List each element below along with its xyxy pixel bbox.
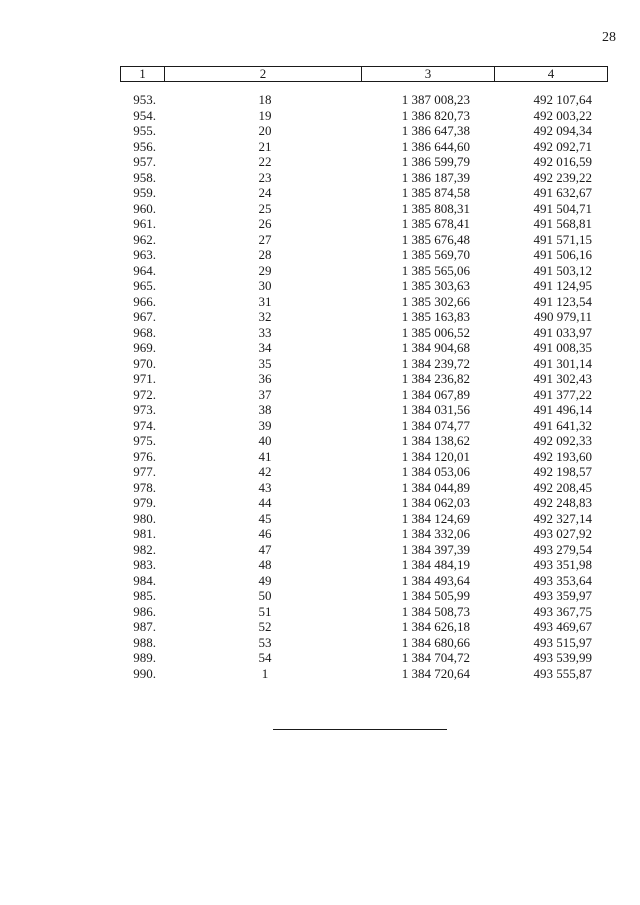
y-coordinate-cell: 491 568,81	[533, 216, 592, 231]
point-number-cell: 49	[258, 572, 272, 588]
point-number-cell: 23	[258, 169, 272, 185]
x-coordinate-cell: 1 384 067,89	[401, 386, 470, 402]
y-coordinate-cell: 493 539,99	[533, 650, 592, 665]
y-coordinate-cell: 493 279,54	[533, 541, 592, 557]
y-coordinate-cell: 492 208,45	[533, 479, 592, 495]
row-number-cell: 989.	[133, 650, 156, 665]
row-number-cell: 957.	[133, 154, 156, 169]
table-row	[0, 185, 640, 201]
point-number-cell: 43	[258, 479, 272, 495]
point-number-cell: 18	[258, 92, 272, 107]
y-coordinate-cell: 491 571,15	[533, 231, 592, 247]
row-number-cell: 970.	[133, 355, 156, 371]
y-coordinate-cell: 492 092,71	[533, 138, 592, 154]
table-row	[0, 170, 640, 186]
table-row	[0, 356, 640, 372]
x-coordinate-cell: 1 384 397,39	[401, 541, 470, 557]
x-coordinate-cell: 1 385 678,41	[401, 216, 470, 231]
point-number-cell: 52	[258, 619, 272, 634]
point-number-cell: 21	[258, 138, 272, 154]
x-coordinate-cell: 1 384 505,99	[401, 588, 470, 603]
table-row	[0, 216, 640, 232]
y-coordinate-cell: 493 351,98	[533, 557, 592, 572]
x-coordinate-cell: 1 385 569,70	[401, 247, 470, 262]
table-row	[0, 340, 640, 356]
x-coordinate-cell: 1 386 644,60	[401, 138, 470, 154]
row-number-cell: 954.	[133, 107, 156, 123]
row-number-cell: 979.	[133, 495, 156, 510]
x-coordinate-cell: 1 385 676,48	[401, 231, 470, 247]
table-header	[120, 66, 608, 82]
row-number-cell: 974.	[133, 417, 156, 433]
column-header-3: 3	[361, 67, 494, 81]
point-number-cell: 26	[258, 216, 272, 231]
y-coordinate-cell: 491 008,35	[533, 340, 592, 355]
point-number-cell: 45	[258, 510, 272, 526]
x-coordinate-cell: 1 385 163,83	[401, 309, 470, 324]
y-coordinate-cell: 492 016,59	[533, 154, 592, 169]
row-number-cell: 984.	[133, 572, 156, 588]
y-coordinate-cell: 492 198,57	[533, 464, 592, 479]
y-coordinate-cell: 492 327,14	[533, 510, 592, 526]
point-number-cell: 25	[258, 200, 272, 216]
table-row	[0, 278, 640, 294]
point-number-cell: 36	[258, 371, 272, 386]
y-coordinate-cell: 491 503,12	[533, 262, 592, 278]
x-coordinate-cell: 1 384 074,77	[401, 417, 470, 433]
table-row	[0, 650, 640, 666]
y-coordinate-cell: 492 003,22	[533, 107, 592, 123]
table-row	[0, 635, 640, 651]
column-header-4: 4	[494, 67, 607, 81]
y-coordinate-cell: 492 239,22	[533, 169, 592, 185]
x-coordinate-cell: 1 384 680,66	[401, 634, 470, 650]
row-number-cell: 958.	[133, 169, 156, 185]
table-row	[0, 495, 640, 511]
table-row	[0, 325, 640, 341]
point-number-cell: 31	[258, 293, 272, 309]
table-row	[0, 92, 640, 108]
point-number-cell: 51	[258, 603, 272, 619]
y-coordinate-cell: 491 496,14	[533, 402, 592, 417]
page-number: 28	[602, 30, 616, 45]
point-number-cell: 35	[258, 355, 272, 371]
table-row	[0, 123, 640, 139]
x-coordinate-cell: 1 384 138,62	[401, 433, 470, 448]
x-coordinate-cell: 1 384 720,64	[401, 665, 470, 681]
x-coordinate-cell: 1 384 904,68	[401, 340, 470, 355]
table-row	[0, 309, 640, 325]
column-header-1: 1	[139, 66, 146, 81]
end-rule	[273, 729, 447, 730]
point-number-cell: 1	[261, 665, 269, 681]
y-coordinate-cell: 492 248,83	[533, 495, 592, 510]
point-number-cell: 27	[258, 231, 272, 247]
point-number-cell: 22	[258, 154, 272, 169]
point-number-cell: 39	[258, 417, 272, 433]
table-row	[0, 511, 640, 527]
table-row	[0, 666, 640, 682]
row-number-cell: 973.	[133, 402, 156, 417]
x-coordinate-cell: 1 384 484,19	[401, 557, 470, 572]
row-number-cell: 976.	[133, 448, 156, 464]
table-row	[0, 139, 640, 155]
x-coordinate-cell: 1 387 008,23	[401, 92, 470, 107]
x-coordinate-cell: 1 384 493,64	[401, 572, 470, 588]
x-coordinate-cell: 1 386 599,79	[401, 154, 470, 169]
table-row	[0, 464, 640, 480]
row-number-cell: 962.	[133, 231, 156, 247]
point-number-cell: 34	[258, 340, 272, 355]
table-row	[0, 619, 640, 635]
row-number-cell: 988.	[133, 634, 156, 650]
x-coordinate-cell: 1 384 239,72	[401, 355, 470, 371]
point-number-cell: 24	[258, 185, 272, 200]
x-coordinate-cell: 1 384 236,82	[401, 371, 470, 386]
x-coordinate-cell: 1 384 062,03	[401, 495, 470, 510]
row-number-cell: 953.	[133, 92, 156, 107]
x-coordinate-cell: 1 385 006,52	[401, 324, 470, 340]
table-row	[0, 604, 640, 620]
row-number-cell: 977.	[133, 464, 156, 479]
x-coordinate-cell: 1 386 820,73	[401, 107, 470, 123]
row-number-cell: 972.	[133, 386, 156, 402]
point-number-cell: 41	[258, 448, 272, 464]
y-coordinate-cell: 491 301,14	[533, 355, 592, 371]
y-coordinate-cell: 491 641,32	[533, 417, 592, 433]
x-coordinate-cell: 1 384 044,89	[401, 479, 470, 495]
point-number-cell: 32	[258, 309, 272, 324]
x-coordinate-cell: 1 384 332,06	[401, 526, 470, 541]
point-number-cell: 20	[258, 123, 272, 138]
row-number-cell: 982.	[133, 541, 156, 557]
row-number-cell: 987.	[133, 619, 156, 634]
row-number-cell: 969.	[133, 340, 156, 355]
y-coordinate-cell: 490 979,11	[533, 309, 592, 324]
y-coordinate-cell: 492 193,60	[533, 448, 592, 464]
y-coordinate-cell: 491 123,54	[533, 293, 592, 309]
point-number-cell: 46	[258, 526, 272, 541]
point-number-cell: 54	[258, 650, 272, 665]
row-number-cell: 971.	[133, 371, 156, 386]
x-coordinate-cell: 1 385 808,31	[401, 200, 470, 216]
x-coordinate-cell: 1 386 187,39	[401, 169, 470, 185]
table-row	[0, 108, 640, 124]
table-row	[0, 588, 640, 604]
y-coordinate-cell: 493 555,87	[533, 665, 592, 681]
table-row	[0, 294, 640, 310]
y-coordinate-cell: 493 027,92	[533, 526, 592, 541]
table-row	[0, 371, 640, 387]
point-number-cell: 44	[258, 495, 272, 510]
table-row	[0, 232, 640, 248]
x-coordinate-cell: 1 384 124,69	[401, 510, 470, 526]
table-row	[0, 526, 640, 542]
point-number-cell: 40	[258, 433, 272, 448]
point-number-cell: 42	[258, 464, 272, 479]
row-number-cell: 990.	[133, 665, 156, 681]
table-row	[0, 480, 640, 496]
table-row	[0, 573, 640, 589]
x-coordinate-cell: 1 384 120,01	[401, 448, 470, 464]
x-coordinate-cell: 1 385 565,06	[401, 262, 470, 278]
table-row	[0, 247, 640, 263]
y-coordinate-cell: 491 504,71	[533, 200, 592, 216]
table-row	[0, 542, 640, 558]
y-coordinate-cell: 491 033,97	[533, 324, 592, 340]
point-number-cell: 30	[258, 278, 272, 293]
row-number-cell: 963.	[133, 247, 156, 262]
row-number-cell: 966.	[133, 293, 156, 309]
x-coordinate-cell: 1 384 508,73	[401, 603, 470, 619]
x-coordinate-cell: 1 384 626,18	[401, 619, 470, 634]
row-number-cell: 955.	[133, 123, 156, 138]
y-coordinate-cell: 493 359,97	[533, 588, 592, 603]
x-coordinate-cell: 1 384 704,72	[401, 650, 470, 665]
point-number-cell: 50	[258, 588, 272, 603]
row-number-cell: 959.	[133, 185, 156, 200]
column-header-2: 2	[164, 67, 361, 81]
y-coordinate-cell: 491 506,16	[533, 247, 592, 262]
row-number-cell: 986.	[133, 603, 156, 619]
point-number-cell: 47	[258, 541, 272, 557]
y-coordinate-cell: 492 092,33	[533, 433, 592, 448]
table-row	[0, 387, 640, 403]
x-coordinate-cell: 1 385 874,58	[401, 185, 470, 200]
point-number-cell: 33	[258, 324, 272, 340]
row-number-cell: 965.	[133, 278, 156, 293]
point-number-cell: 28	[258, 247, 272, 262]
x-coordinate-cell: 1 384 053,06	[401, 464, 470, 479]
point-number-cell: 19	[258, 107, 272, 123]
y-coordinate-cell: 493 353,64	[533, 572, 592, 588]
point-number-cell: 53	[258, 634, 272, 650]
row-number-cell: 983.	[133, 557, 156, 572]
point-number-cell: 29	[258, 262, 272, 278]
table-row	[0, 449, 640, 465]
row-number-cell: 968.	[133, 324, 156, 340]
table-row	[0, 154, 640, 170]
y-coordinate-cell: 493 469,67	[533, 619, 592, 634]
x-coordinate-cell: 1 386 647,38	[401, 123, 470, 138]
table-row	[0, 433, 640, 449]
table-row	[0, 557, 640, 573]
table-row	[0, 263, 640, 279]
table-row	[0, 201, 640, 217]
x-coordinate-cell: 1 385 303,63	[401, 278, 470, 293]
row-number-cell: 956.	[133, 138, 156, 154]
y-coordinate-cell: 493 515,97	[533, 634, 592, 650]
row-number-cell: 980.	[133, 510, 156, 526]
y-coordinate-cell: 491 302,43	[533, 371, 592, 386]
table-body	[0, 92, 640, 681]
y-coordinate-cell: 491 632,67	[533, 185, 592, 200]
y-coordinate-cell: 491 124,95	[533, 278, 592, 293]
table-row	[0, 418, 640, 434]
y-coordinate-cell: 493 367,75	[533, 603, 592, 619]
y-coordinate-cell: 491 377,22	[533, 386, 592, 402]
row-number-cell: 967.	[133, 309, 156, 324]
point-number-cell: 38	[258, 402, 272, 417]
point-number-cell: 48	[258, 557, 272, 572]
row-number-cell: 961.	[133, 216, 156, 231]
x-coordinate-cell: 1 385 302,66	[401, 293, 470, 309]
x-coordinate-cell: 1 384 031,56	[401, 402, 470, 417]
row-number-cell: 985.	[133, 588, 156, 603]
y-coordinate-cell: 492 094,34	[533, 123, 592, 138]
point-number-cell: 37	[258, 386, 272, 402]
row-number-cell: 964.	[133, 262, 156, 278]
y-coordinate-cell: 492 107,64	[533, 92, 592, 107]
row-number-cell: 978.	[133, 479, 156, 495]
row-number-cell: 960.	[133, 200, 156, 216]
table-row	[0, 402, 640, 418]
row-number-cell: 975.	[133, 433, 156, 448]
row-number-cell: 981.	[133, 526, 156, 541]
